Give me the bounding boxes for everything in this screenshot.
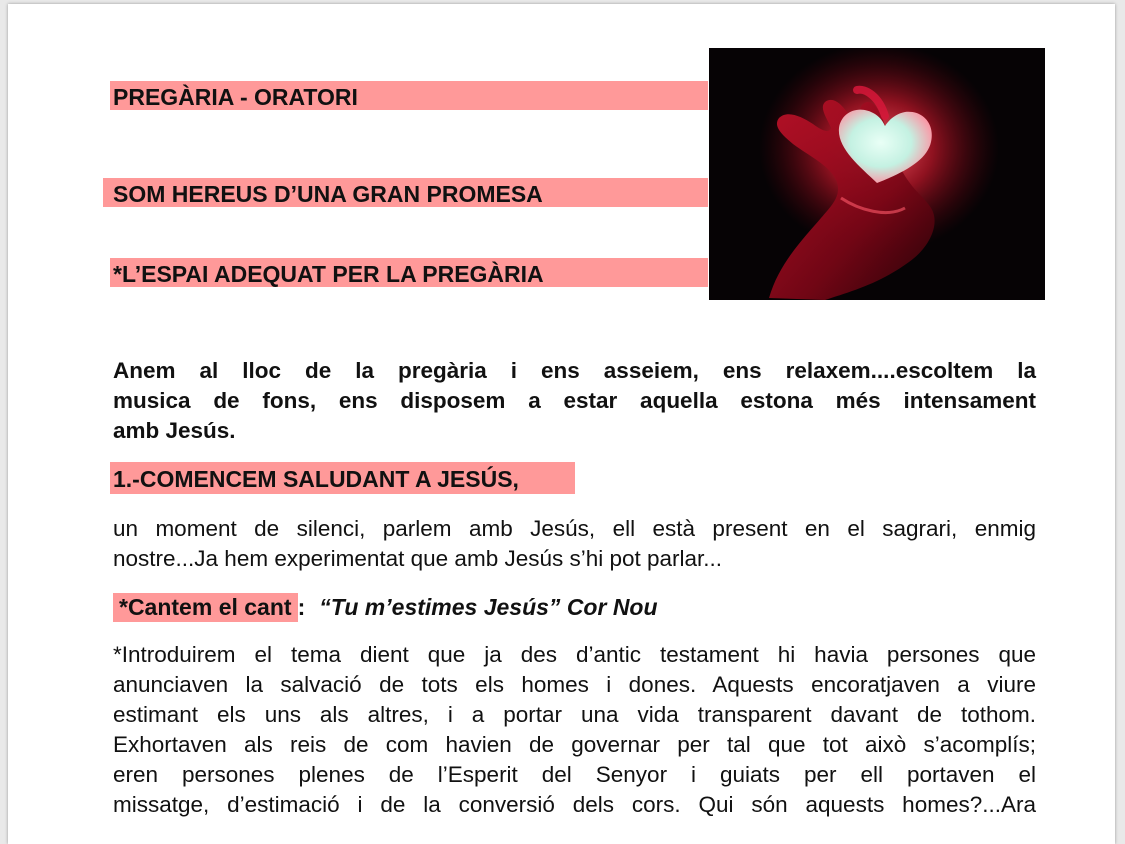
song-source: Cor Nou [566, 594, 658, 620]
song-line [113, 592, 658, 622]
greeting-paragraph [113, 514, 1036, 574]
document-page [8, 4, 1115, 844]
section-heading-greeting: 1.-COMENCEM SALUDANT A JESÚS, [113, 466, 519, 492]
intro-line: amb Jesús. [113, 418, 236, 443]
heart-photo [709, 48, 1045, 300]
song-title: “Tu m’estimes Jesús” [319, 594, 561, 620]
body-line: estimant els uns als altres, i a portar una vida transparent davant de tothom. [113, 702, 1036, 727]
glowing-heart-in-hand-icon [709, 48, 1045, 300]
section-heading-space: *L’ESPAI ADEQUAT PER LA PREGÀRIA [113, 261, 544, 287]
greeting-line: nostre...Ja hem experimentat que amb Jesús s’hi pot parlar... [113, 546, 723, 571]
intro-paragraph [113, 356, 1036, 446]
body-paragraph [113, 640, 1036, 820]
document-title: PREGÀRIA - ORATORI [113, 84, 358, 110]
body-line: Exhortaven als reis de com havien de governar per tal que tot això s’acomplís; [113, 732, 1036, 757]
song-label: *Cantem el cant [113, 593, 298, 622]
intro-line: Anem al lloc de la pregària i ens asseiem, ens relaxem....escoltem la [113, 358, 1036, 383]
intro-line: musica de fons, ens disposem a estar aquella estona més intensament [113, 388, 1036, 413]
body-line: *Introduirem el tema dient que ja des d’antic testament hi havia persones que [113, 642, 1036, 667]
document-subtitle: SOM HEREUS D’UNA GRAN PROMESA [113, 181, 543, 207]
body-line: eren persones plenes de l’Esperit del Senyor i guiats per ell portaven el [113, 762, 1036, 787]
greeting-line: un moment de silenci, parlem amb Jesús, ell està present en el sagrari, enmig [113, 516, 1036, 541]
body-line: missatge, d’estimació i de la conversió dels cors. Qui són aquests homes?...Ara [113, 792, 1036, 817]
body-line: anunciaven la salvació de tots els homes i dones. Aquests encoratjaven a viure [113, 672, 1036, 697]
song-separator: : [297, 594, 306, 620]
